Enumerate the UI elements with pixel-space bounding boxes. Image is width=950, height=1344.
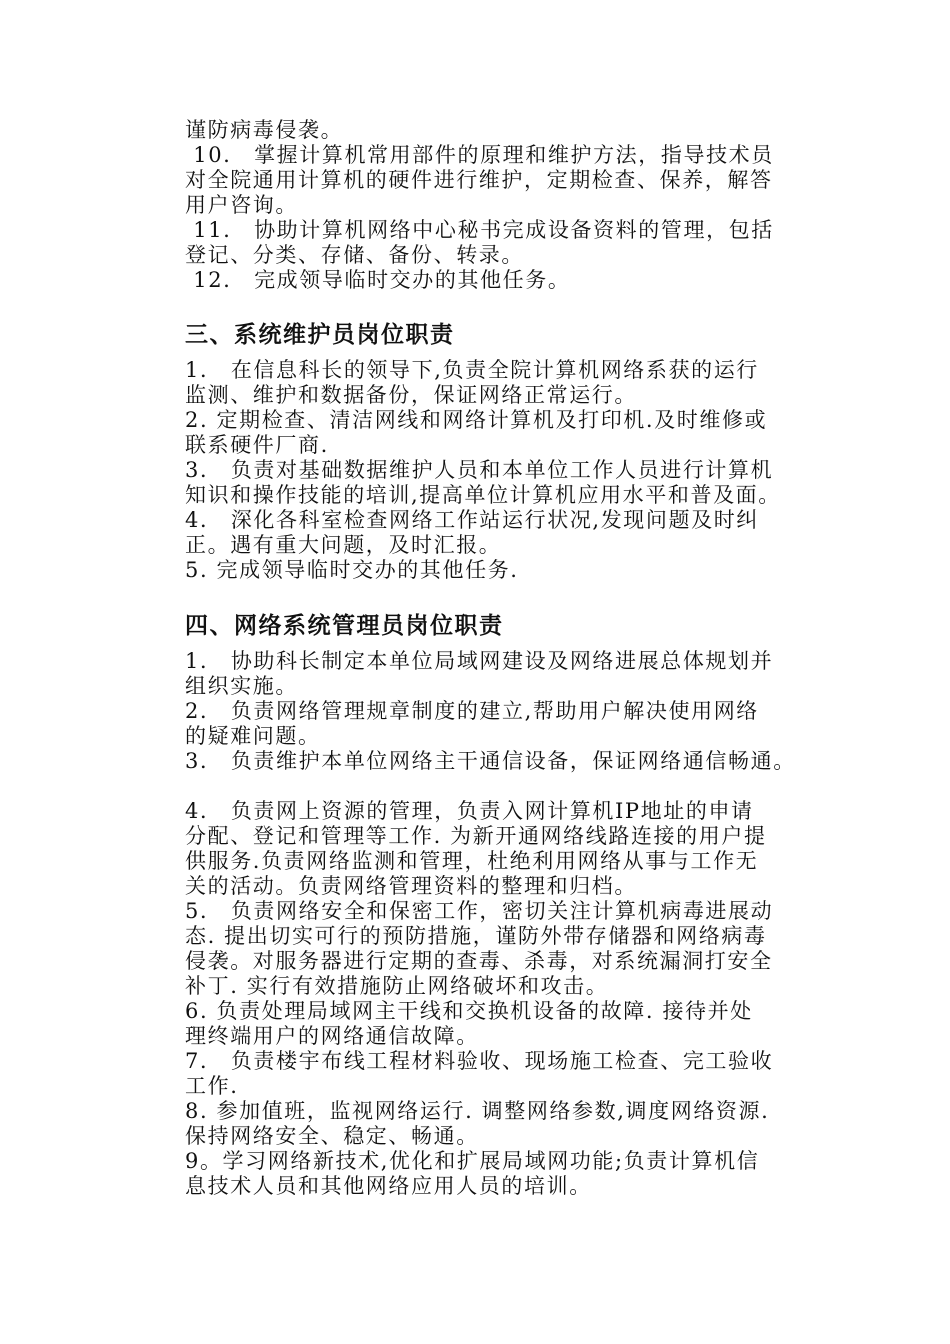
- text-line: 5. 完成领导临时交办的其他任务.: [185, 558, 519, 582]
- text-line: 监测、维护和数据备份，保证网络正常运行。: [185, 383, 637, 407]
- text-line: 3． 负责维护本单位网络主干通信设备，保证网络通信畅通。: [185, 749, 796, 773]
- text-line: 分配、登记和管理等工作. 为新开通网络线路连接的用户提: [185, 824, 767, 848]
- section4-paragraphs-a: [185, 649, 825, 774]
- text-line: 4． 负责网上资源的管理，负责入网计算机IP地址的申请: [185, 799, 754, 823]
- text-line: 侵袭。对服务器进行定期的查毒、杀毒，对系统漏洞打安全: [185, 949, 773, 973]
- spacer: [185, 293, 825, 320]
- text-line: 知识和操作技能的培训,提高单位计算机应用水平和普及面。: [185, 483, 781, 507]
- text-line: 1． 在信息科长的领导下,负责全院计算机网络系获的运行: [185, 358, 759, 382]
- spacer: [185, 583, 825, 611]
- text-line: 对全院通用计算机的硬件进行维护，定期检查、保养，解答: [185, 168, 773, 192]
- text-line: 7． 负责楼宇布线工程材料验收、现场施工检查、完工验收: [185, 1049, 774, 1073]
- text-line: 理终端用户的网络通信故障。: [185, 1024, 479, 1048]
- text-line: 组织实施。: [185, 674, 298, 698]
- section4-paragraphs-b: [185, 799, 825, 1199]
- section3-heading: 三、系统维护员岗位职责: [185, 322, 455, 348]
- text-line: 正。遇有重大问题，及时汇报。: [185, 533, 502, 557]
- text-line: 4． 深化各科室检查网络工作站运行状况,发现问题及时纠: [185, 508, 759, 532]
- text-line: 2． 负责网络管理规章制度的建立,帮助用户解决使用网络: [185, 699, 759, 723]
- text-line: 的疑难问题。: [185, 724, 321, 748]
- text-line: 1． 协助科长制定本单位局域网建设及网络进展总体规划并: [185, 649, 774, 673]
- text-line: 6. 负责处理局域网主干线和交换机设备的故障. 接待并处: [185, 999, 753, 1023]
- text-line: 谨防病毒侵袭。: [185, 118, 344, 142]
- text-line: 3． 负责对基础数据维护人员和本单位工作人员进行计算机: [185, 458, 774, 482]
- spacer: [185, 641, 825, 649]
- text-line: 态. 提出切实可行的预防措施，谨防外带存储器和网络病毒: [185, 924, 767, 948]
- text-line: 5． 负责网络安全和保密工作，密切关注计算机病毒进展动: [185, 899, 774, 923]
- text-line: 息技术人员和其他网络应用人员的培训。: [185, 1174, 592, 1198]
- text-line: 联系硬件厂商.: [185, 433, 329, 457]
- section3-paragraphs: [185, 358, 825, 583]
- document-page: [185, 118, 825, 1199]
- section4-heading: 四、网络系统管理员岗位职责: [185, 613, 504, 639]
- text-line: 9。学习网络新技术,优化和扩展局域网功能;负责计算机信: [185, 1149, 760, 1173]
- text-line: 12． 完成领导临时交办的其他任务。: [185, 268, 571, 292]
- text-line: 登记、分类、存储、备份、转录。: [185, 243, 524, 267]
- text-line: 关的活动。负责网络管理资料的整理和归档。: [185, 874, 637, 898]
- spacer: [185, 350, 825, 358]
- text-line: 2. 定期检查、清洁网线和网络计算机及打印机.及时维修或: [185, 408, 768, 432]
- text-line: 保持网络安全、稳定、畅通。: [185, 1124, 479, 1148]
- spacer: [185, 774, 825, 799]
- text-line: 11． 协助计算机网络中心秘书完成设备资料的管理，包括: [185, 218, 774, 242]
- text-line: 工作.: [185, 1074, 239, 1098]
- text-line: 补丁. 实行有效措施防止网络破坏和攻击。: [185, 974, 609, 998]
- text-line: 10． 掌握计算机常用部件的原理和维护方法，指导技术员: [185, 143, 774, 167]
- text-line: 供服务.负责网络监测和管理，杜绝利用网络从事与工作无: [185, 849, 759, 873]
- block1-paragraphs: [185, 118, 825, 293]
- text-line: 8. 参加值班，监视网络运行. 调整网络参数,调度网络资源.: [185, 1099, 770, 1123]
- text-line: 用户咨询。: [185, 193, 298, 217]
